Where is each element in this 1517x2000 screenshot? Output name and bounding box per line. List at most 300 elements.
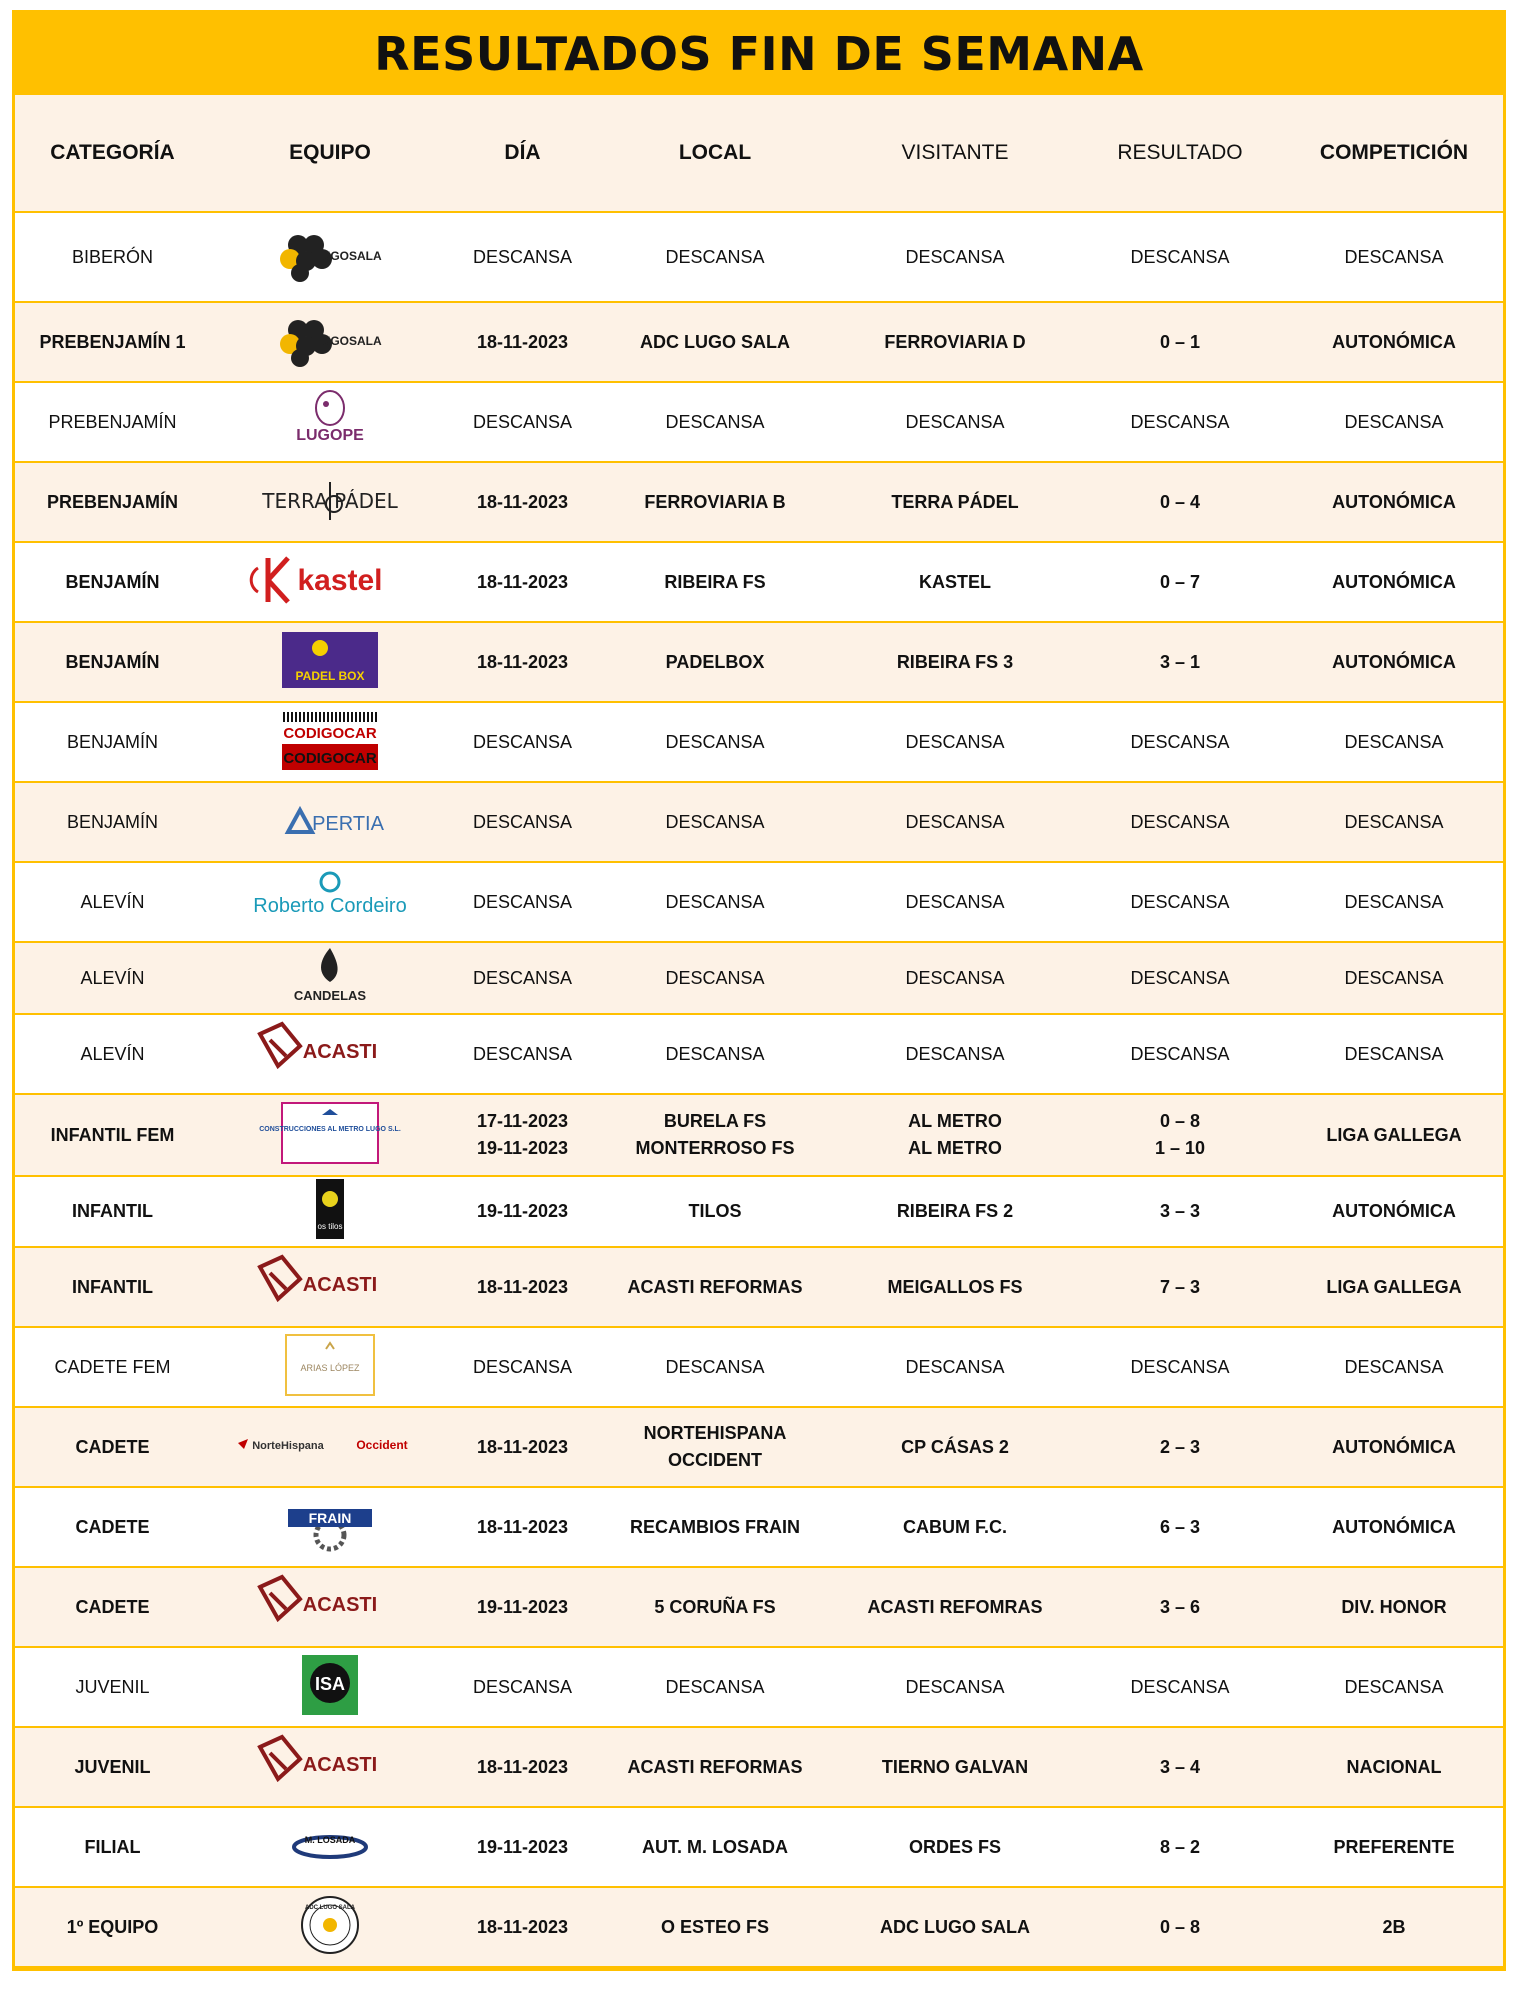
cell-local-text: DESCANSA [665, 731, 765, 752]
cell-competicion-text: AUTONÓMICA [1332, 491, 1456, 512]
cell-competicion-text: 2B [1382, 1916, 1406, 1937]
cell-local-text: DESCANSA [665, 811, 765, 832]
cell-equipo [210, 302, 450, 382]
cell-competicion [1285, 702, 1503, 782]
cell-equipo [210, 702, 450, 782]
cell-local [595, 862, 835, 942]
cell-visitante-text: DESCANSA [905, 967, 1005, 988]
cell-visitante-text: DESCANSA [905, 891, 1005, 912]
cell-competicion [1285, 542, 1503, 622]
cell-resultado [1075, 782, 1285, 862]
logo-text: PERTIA [312, 812, 384, 835]
cell-dia [450, 1094, 595, 1176]
cell-local [595, 1727, 835, 1807]
header-row [15, 95, 1503, 212]
cell-competicion-text: LIGA GALLEGA [1326, 1276, 1462, 1297]
table-row [15, 1487, 1503, 1567]
cell-resultado [1075, 382, 1285, 462]
cell-categoria [15, 702, 210, 782]
cell-competicion-text: PREFERENTE [1333, 1836, 1455, 1857]
cell-categoria-text: PREBENJAMÍN [48, 411, 177, 432]
cell-resultado-text-2: 1 – 10 [1154, 1138, 1206, 1158]
cell-resultado [1075, 302, 1285, 382]
table-row [15, 1567, 1503, 1647]
cell-categoria [15, 782, 210, 862]
cell-visitante-text-2: AL METRO [908, 1138, 1002, 1158]
cell-visitante-text: ADC LUGO SALA [880, 1916, 1030, 1937]
logo-text: M. LOSADA [304, 1834, 356, 1845]
cell-dia-text: 18-11-2023 [476, 1756, 569, 1777]
cell-competicion-text: AUTONÓMICA [1332, 1516, 1456, 1537]
cell-dia-text: 17-11-2023 [476, 1111, 569, 1131]
cell-dia [450, 212, 595, 302]
cell-local [595, 1567, 835, 1647]
cell-visitante [835, 1176, 1075, 1247]
cell-resultado-text: 0 – 8 [1159, 1916, 1201, 1937]
table-row [15, 302, 1503, 382]
cell-dia [450, 622, 595, 702]
cell-visitante-text: CP CÁSAS 2 [901, 1436, 1009, 1457]
cell-visitante [835, 1327, 1075, 1407]
cell-visitante-text: FERROVIARIA D [884, 331, 1026, 352]
cell-competicion [1285, 462, 1503, 542]
bar-isa-logo [230, 1653, 430, 1717]
cell-equipo [210, 1887, 450, 1967]
cell-resultado [1075, 1407, 1285, 1487]
cell-resultado-text: DESCANSA [1130, 246, 1230, 267]
cell-visitante [835, 302, 1075, 382]
cell-resultado [1075, 1887, 1285, 1967]
acasti-logo [230, 1020, 430, 1084]
cell-categoria [15, 862, 210, 942]
cell-visitante-text: MEIGALLOS FS [887, 1276, 1023, 1297]
cell-resultado [1075, 1487, 1285, 1567]
header-dia: DÍA [450, 95, 595, 212]
cell-dia [450, 1176, 595, 1247]
cell-resultado [1075, 1807, 1285, 1887]
cell-equipo [210, 1807, 450, 1887]
cell-equipo [210, 462, 450, 542]
header-local: LOCAL [595, 95, 835, 212]
cell-dia [450, 542, 595, 622]
cell-competicion [1285, 942, 1503, 1014]
table-row [15, 1807, 1503, 1887]
cell-resultado [1075, 542, 1285, 622]
cell-resultado [1075, 1176, 1285, 1247]
table-row [15, 1887, 1503, 1967]
cell-resultado-text: 0 – 1 [1159, 331, 1201, 352]
cell-visitante-text: RIBEIRA FS 3 [896, 651, 1014, 672]
cell-local-text: RIBEIRA FS [664, 571, 766, 592]
cell-dia [450, 1647, 595, 1727]
cell-visitante-text: DESCANSA [905, 1676, 1005, 1697]
cell-competicion-text: DESCANSA [1344, 967, 1444, 988]
cell-visitante-text: TIERNO GALVAN [881, 1756, 1029, 1777]
cell-dia-text: 18-11-2023 [476, 1916, 569, 1937]
cell-dia [450, 702, 595, 782]
cell-equipo [210, 1727, 450, 1807]
logo-text: LUGOSALA [314, 333, 382, 348]
cell-visitante [835, 1567, 1075, 1647]
cell-competicion [1285, 212, 1503, 302]
cell-local-text: DESCANSA [665, 1676, 765, 1697]
pertia-logo [230, 788, 430, 852]
cell-dia [450, 1887, 595, 1967]
cell-resultado-text: DESCANSA [1130, 891, 1230, 912]
cell-dia [450, 862, 595, 942]
cell-categoria-text: JUVENIL [74, 1756, 151, 1777]
cell-competicion-text: DESCANSA [1344, 411, 1444, 432]
cell-visitante-text: ORDES FS [908, 1836, 1001, 1857]
cell-equipo [210, 212, 450, 302]
cell-dia [450, 1407, 595, 1487]
cell-dia-text-2: 19-11-2023 [476, 1138, 569, 1158]
cell-competicion-text: NACIONAL [1346, 1756, 1442, 1777]
cell-dia-text: 18-11-2023 [476, 1436, 569, 1457]
cell-categoria [15, 542, 210, 622]
cell-local [595, 212, 835, 302]
cell-dia-text: 18-11-2023 [476, 1516, 569, 1537]
lugope-logo [230, 388, 430, 452]
cell-dia [450, 1327, 595, 1407]
cell-local-text: RECAMBIOS FRAIN [630, 1516, 800, 1537]
cell-visitante [835, 942, 1075, 1014]
cell-competicion [1285, 1014, 1503, 1094]
cell-dia-text: DESCANSA [472, 967, 573, 988]
cell-categoria [15, 1247, 210, 1327]
header-visitante: VISITANTE [835, 95, 1075, 212]
logo-text: LUGOSALA [314, 248, 382, 263]
cell-categoria-text: ALEVÍN [80, 1043, 145, 1064]
cell-categoria-text: PREBENJAMÍN [46, 491, 179, 512]
cell-visitante [835, 382, 1075, 462]
logo-text: CONSTRUCCIONES AL METRO LUGO S.L. [259, 1125, 401, 1133]
cell-dia [450, 302, 595, 382]
cell-local [595, 702, 835, 782]
codigocar-logo [230, 708, 430, 772]
cell-competicion-text: AUTONÓMICA [1332, 1436, 1456, 1457]
cell-local [595, 462, 835, 542]
cell-local [595, 1094, 835, 1176]
cell-resultado-text: 7 – 3 [1159, 1276, 1201, 1297]
table-row [15, 1014, 1503, 1094]
terra-padel-logo [230, 468, 430, 532]
cell-resultado [1075, 1247, 1285, 1327]
logo-text: FRAIN [308, 1509, 352, 1526]
cell-visitante [835, 782, 1075, 862]
cell-local-text: DESCANSA [665, 1043, 765, 1064]
cell-competicion-text: DESCANSA [1344, 811, 1444, 832]
cell-categoria [15, 1887, 210, 1967]
cell-competicion-text: DIV. HONOR [1341, 1596, 1447, 1617]
cell-local [595, 542, 835, 622]
logo-text: CANDELAS [293, 987, 367, 1003]
table-row [15, 1094, 1503, 1176]
table-row [15, 1176, 1503, 1247]
cell-resultado-text: 3 – 6 [1159, 1596, 1201, 1617]
table-row [15, 212, 1503, 302]
cell-categoria [15, 1567, 210, 1647]
cell-resultado-text: 0 – 4 [1159, 491, 1201, 512]
cell-categoria [15, 1327, 210, 1407]
table-row [15, 942, 1503, 1014]
cell-local [595, 382, 835, 462]
cell-competicion [1285, 1094, 1503, 1176]
cell-visitante [835, 702, 1075, 782]
cell-dia [450, 1567, 595, 1647]
cell-dia [450, 1807, 595, 1887]
cell-competicion-text: AUTONÓMICA [1332, 651, 1456, 672]
lugo-sala-logo [230, 308, 430, 372]
cell-competicion [1285, 1727, 1503, 1807]
cell-visitante-text: DESCANSA [905, 1043, 1005, 1064]
cell-local-text-2: OCCIDENT [668, 1450, 762, 1470]
table-row [15, 1327, 1503, 1407]
cell-visitante [835, 1647, 1075, 1727]
cell-competicion-text: DESCANSA [1344, 1356, 1444, 1377]
cell-dia [450, 1727, 595, 1807]
logo-text: os tilos [317, 1222, 343, 1231]
cell-dia-text: DESCANSA [472, 811, 573, 832]
cell-dia-text: 18-11-2023 [476, 571, 569, 592]
cell-dia [450, 462, 595, 542]
cell-resultado [1075, 1327, 1285, 1407]
cell-categoria-text: CADETE FEM [54, 1356, 171, 1377]
cell-visitante [835, 1887, 1075, 1967]
cell-visitante [835, 1014, 1075, 1094]
cell-local-text: ACASTI REFORMAS [627, 1276, 803, 1297]
cell-resultado [1075, 1094, 1285, 1176]
cell-local-text: NORTEHISPANA [643, 1423, 787, 1443]
cell-visitante-text: DESCANSA [905, 246, 1005, 267]
cell-categoria-text: CADETE [75, 1516, 150, 1537]
cell-dia-text: DESCANSA [472, 1043, 573, 1064]
cell-local-text: DESCANSA [665, 1356, 765, 1377]
results-table [15, 95, 1503, 1968]
cell-local [595, 782, 835, 862]
cell-local [595, 1647, 835, 1727]
table-row [15, 1727, 1503, 1807]
cell-competicion-text: AUTONÓMICA [1332, 331, 1456, 352]
logo-text: Roberto Cordeiro [253, 894, 407, 917]
cell-categoria-text: FILIAL [84, 1836, 141, 1857]
cell-resultado-text: DESCANSA [1130, 411, 1230, 432]
cell-categoria [15, 1647, 210, 1727]
logo-text: LUGOPE [296, 426, 364, 444]
header-resultado: RESULTADO [1075, 95, 1285, 212]
cell-categoria [15, 302, 210, 382]
cell-categoria-text: INFANTIL FEM [50, 1124, 175, 1145]
cell-local [595, 1407, 835, 1487]
cell-local-text: BURELA FS [663, 1111, 767, 1131]
cell-categoria-text: BENJAMÍN [66, 811, 158, 832]
cell-categoria [15, 1014, 210, 1094]
cell-resultado-text: DESCANSA [1130, 1676, 1230, 1697]
cell-equipo [210, 942, 450, 1014]
cell-visitante-text: DESCANSA [905, 731, 1005, 752]
logo-text: NorteHispana [252, 1439, 324, 1452]
table-row [15, 1247, 1503, 1327]
cell-categoria [15, 1094, 210, 1176]
nortehispana-occident-logo [230, 1413, 430, 1477]
cell-local [595, 622, 835, 702]
cell-dia-text: 18-11-2023 [476, 1276, 569, 1297]
cell-equipo [210, 1487, 450, 1567]
logo-text: TERRA PÁDEL [262, 488, 398, 513]
cell-resultado [1075, 212, 1285, 302]
cell-equipo [210, 862, 450, 942]
table-row [15, 1647, 1503, 1727]
cell-categoria [15, 212, 210, 302]
cell-resultado [1075, 1727, 1285, 1807]
cell-local [595, 942, 835, 1014]
cell-dia-text: 18-11-2023 [476, 331, 569, 352]
cell-local-text: DESCANSA [665, 246, 765, 267]
cell-equipo [210, 782, 450, 862]
cell-competicion-text: DESCANSA [1344, 731, 1444, 752]
cell-equipo [210, 542, 450, 622]
cell-visitante-text: AL METRO [908, 1111, 1002, 1131]
cell-competicion-text: LIGA GALLEGA [1326, 1124, 1462, 1145]
cell-competicion-text: AUTONÓMICA [1332, 571, 1456, 592]
cell-visitante [835, 1487, 1075, 1567]
cell-competicion [1285, 1887, 1503, 1967]
cell-dia [450, 942, 595, 1014]
header-equipo: EQUIPO [210, 95, 450, 212]
logo-text: Occident [356, 1437, 408, 1452]
cell-resultado [1075, 462, 1285, 542]
roberto-cordeiro-logo [230, 868, 430, 932]
cell-visitante-text: CABUM F.C. [903, 1516, 1007, 1537]
cell-equipo [210, 622, 450, 702]
cell-local [595, 1014, 835, 1094]
cell-dia [450, 782, 595, 862]
m-losada-logo [230, 1813, 430, 1877]
cell-local-text: DESCANSA [665, 967, 765, 988]
cell-visitante [835, 1407, 1075, 1487]
cell-competicion-text: DESCANSA [1344, 1676, 1444, 1697]
cell-competicion [1285, 1567, 1503, 1647]
cell-categoria [15, 1807, 210, 1887]
table-row [15, 382, 1503, 462]
os-tilos-logo [230, 1177, 430, 1241]
cell-competicion-text: DESCANSA [1344, 1043, 1444, 1064]
cell-equipo [210, 1647, 450, 1727]
table-row [15, 702, 1503, 782]
cell-resultado-text: DESCANSA [1130, 1356, 1230, 1377]
acasti-logo [230, 1573, 430, 1637]
logo-text: ARIAS LÓPEZ [300, 1362, 360, 1373]
cell-dia-text: DESCANSA [472, 891, 573, 912]
cell-resultado-text: 3 – 4 [1159, 1756, 1201, 1777]
padelbox-logo [230, 628, 430, 692]
cell-visitante [835, 1094, 1075, 1176]
cell-dia [450, 382, 595, 462]
cell-equipo [210, 1407, 450, 1487]
cell-resultado-text: 2 – 3 [1159, 1436, 1201, 1457]
cell-competicion [1285, 1176, 1503, 1247]
cell-categoria [15, 1407, 210, 1487]
kastel-logo [230, 548, 430, 612]
cell-competicion [1285, 1647, 1503, 1727]
results-sheet [12, 10, 1506, 1971]
logo-text: ACASTI [302, 1753, 378, 1776]
cell-resultado-text: 3 – 3 [1159, 1201, 1201, 1221]
logo-text: ADC LUGO SALA [305, 1904, 355, 1911]
cell-competicion [1285, 862, 1503, 942]
cell-categoria [15, 1487, 210, 1567]
cell-categoria [15, 462, 210, 542]
cell-dia-text: 19-11-2023 [476, 1201, 569, 1221]
cell-visitante-text: RIBEIRA FS 2 [896, 1201, 1014, 1221]
cell-categoria-text: 1º EQUIPO [66, 1916, 159, 1937]
cell-local-text: ADC LUGO SALA [640, 331, 790, 352]
cell-equipo [210, 1014, 450, 1094]
cell-local [595, 1176, 835, 1247]
cell-categoria-text: CADETE [75, 1596, 150, 1617]
cell-equipo [210, 1567, 450, 1647]
results-body [15, 212, 1503, 1967]
cell-equipo [210, 1176, 450, 1247]
cell-competicion [1285, 782, 1503, 862]
cell-resultado [1075, 862, 1285, 942]
candelas-logo [230, 944, 430, 1008]
page-title: RESULTADOS FIN DE SEMANA [15, 13, 1503, 95]
cell-visitante-text: KASTEL [919, 571, 991, 592]
cell-dia [450, 1487, 595, 1567]
cell-competicion [1285, 1247, 1503, 1327]
cell-dia-text: 19-11-2023 [476, 1596, 569, 1617]
cell-dia-text: DESCANSA [472, 1676, 573, 1697]
cell-competicion-text: DESCANSA [1344, 891, 1444, 912]
cell-categoria-text: BENJAMÍN [65, 651, 160, 672]
logo-text: ACASTI [302, 1273, 378, 1296]
logo-text: ISA [314, 1673, 346, 1694]
arias-lopez-logo [230, 1333, 430, 1397]
cell-local-text: 5 CORUÑA FS [654, 1596, 776, 1617]
cell-equipo [210, 382, 450, 462]
cell-competicion [1285, 1407, 1503, 1487]
frain-logo [230, 1493, 430, 1557]
table-row [15, 782, 1503, 862]
cell-local-text: ACASTI REFORMAS [627, 1756, 803, 1777]
cell-resultado [1075, 702, 1285, 782]
table-row [15, 622, 1503, 702]
cell-visitante [835, 862, 1075, 942]
cell-local-text: FERROVIARIA B [644, 491, 786, 512]
cell-visitante [835, 1807, 1075, 1887]
cell-categoria-text: JUVENIL [75, 1676, 150, 1697]
cell-resultado-text: 0 – 7 [1159, 571, 1201, 592]
cell-local [595, 1327, 835, 1407]
cell-visitante [835, 1727, 1075, 1807]
logo-text: ACASTI [302, 1040, 378, 1063]
cell-dia-text: 18-11-2023 [476, 491, 569, 512]
cell-resultado-text: DESCANSA [1130, 731, 1230, 752]
header-categoria: CATEGORÍA [15, 95, 210, 212]
cell-local-text-2: MONTERROSO FS [635, 1138, 795, 1158]
cell-local-text: DESCANSA [665, 411, 765, 432]
logo-text: CODIGOCAR [283, 749, 377, 767]
cell-dia-text: DESCANSA [472, 731, 573, 752]
cell-visitante-text: DESCANSA [905, 1356, 1005, 1377]
cell-local-text: AUT. M. LOSADA [642, 1836, 788, 1857]
cell-visitante [835, 622, 1075, 702]
cell-resultado-text: DESCANSA [1130, 967, 1230, 988]
cell-visitante-text: ACASTI REFOMRAS [867, 1596, 1043, 1617]
table-row [15, 542, 1503, 622]
logo-text: ACASTI [302, 1593, 378, 1616]
